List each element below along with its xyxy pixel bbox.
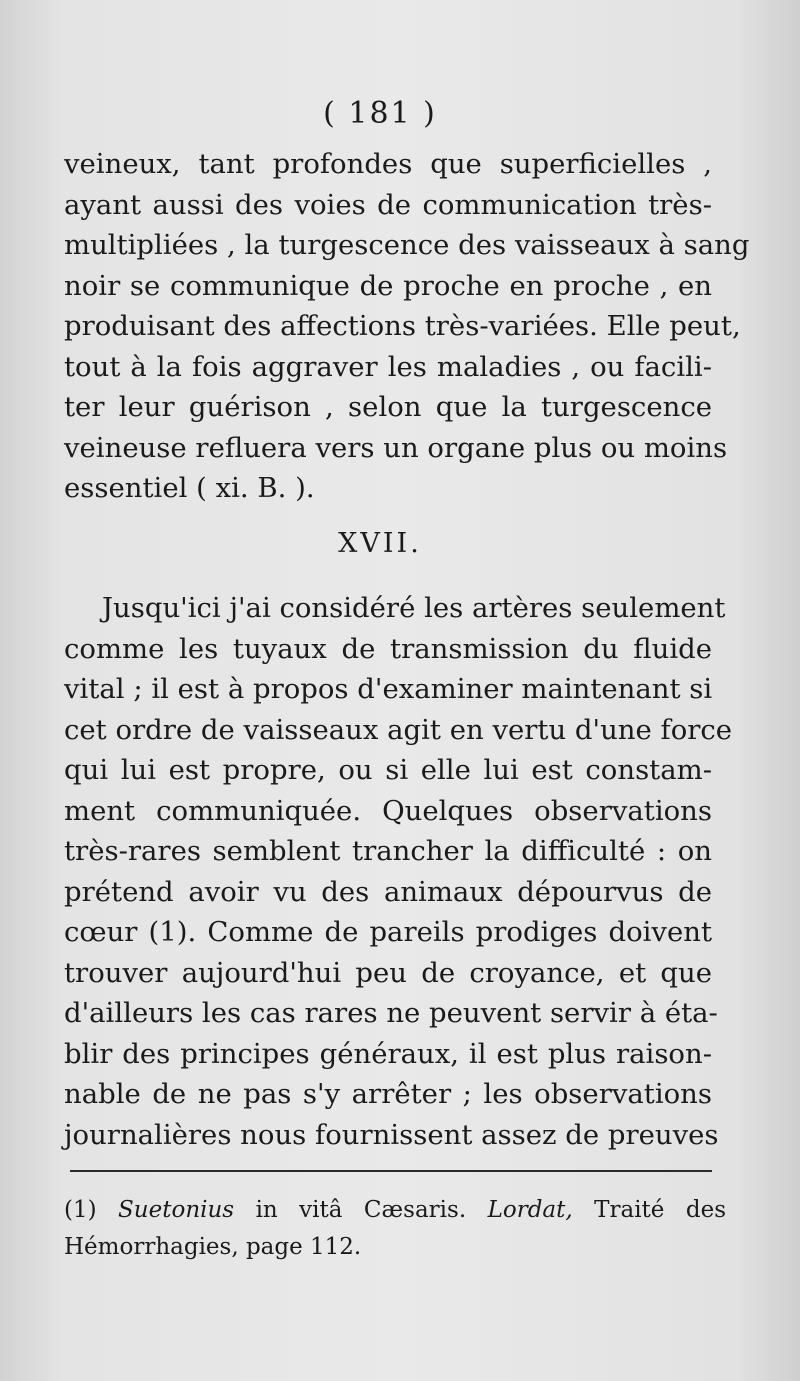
footnote-line	[64, 1192, 726, 1229]
paragraph-continued	[64, 144, 750, 509]
text-line: veineuse refluera vers un organe plus ou moins	[64, 431, 728, 464]
text-line: veineux, tant profondes que superficielles ,	[64, 148, 712, 180]
footnote	[64, 1192, 726, 1266]
text-line: journalières nous fournissent assez de preuves	[64, 1118, 719, 1151]
text-line: essentiel ( xi. B. ).	[64, 472, 315, 504]
text-line: très-rares semblent trancher la difficulté : on	[64, 835, 712, 867]
footnote-author: Lordat,	[487, 1197, 573, 1223]
text-line: ayant aussi des voies de communication très-	[64, 188, 712, 221]
section-heading: XVII.	[338, 528, 422, 559]
footnote-marker: (1)	[64, 1197, 97, 1223]
text-line: blir des principes généraux, il est plus raison-	[64, 1037, 712, 1070]
text-line: ter leur guérison , selon que la turgescence	[64, 391, 712, 423]
footnote-divider	[70, 1170, 712, 1172]
text-line: cœur (1). Comme de pareils prodiges doivent	[64, 916, 712, 948]
page-number: ( 181 )	[323, 96, 437, 131]
text-line: ment communiquée. Quelques observations	[64, 794, 712, 827]
text-line: qui lui est propre, ou si elle lui est constam-	[64, 754, 712, 786]
text-line: noir se communique de proche en proche , en	[64, 269, 712, 302]
text-line: produisant des affections très-variées. Elle peut,	[64, 310, 741, 342]
text-line: Jusqu'ici j'ai considéré les artères seulement	[102, 592, 726, 624]
text-line: prétend avoir vu des animaux dépourvus de	[64, 875, 712, 908]
text-line: comme les tuyaux de transmission du fluide	[64, 632, 712, 665]
text-line: trouver aujourd'hui peu de croyance, et que	[64, 956, 712, 989]
text-line: nable de ne pas s'y arrêter ; les observations	[64, 1078, 712, 1110]
footnote-text: in vitâ Cæsaris.	[255, 1197, 467, 1223]
footnote-text: Traité des	[594, 1197, 727, 1223]
section-paragraph	[64, 588, 733, 1155]
text-line: vital ; il est à propos d'examiner maintenant si	[64, 673, 713, 705]
text-line: cet ordre de vaisseaux agit en vertu d'une force	[64, 713, 733, 746]
footnote-author: Suetonius	[118, 1197, 235, 1223]
footnote-line: Hémorrhagies, page 112.	[64, 1234, 362, 1260]
text-line: d'ailleurs les cas rares ne peuvent servir à éta-	[64, 997, 718, 1029]
text-line: multipliées , la turgescence des vaisseaux à sang	[64, 229, 750, 261]
text-line: tout à la fois aggraver les maladies , ou facili-	[64, 350, 712, 383]
